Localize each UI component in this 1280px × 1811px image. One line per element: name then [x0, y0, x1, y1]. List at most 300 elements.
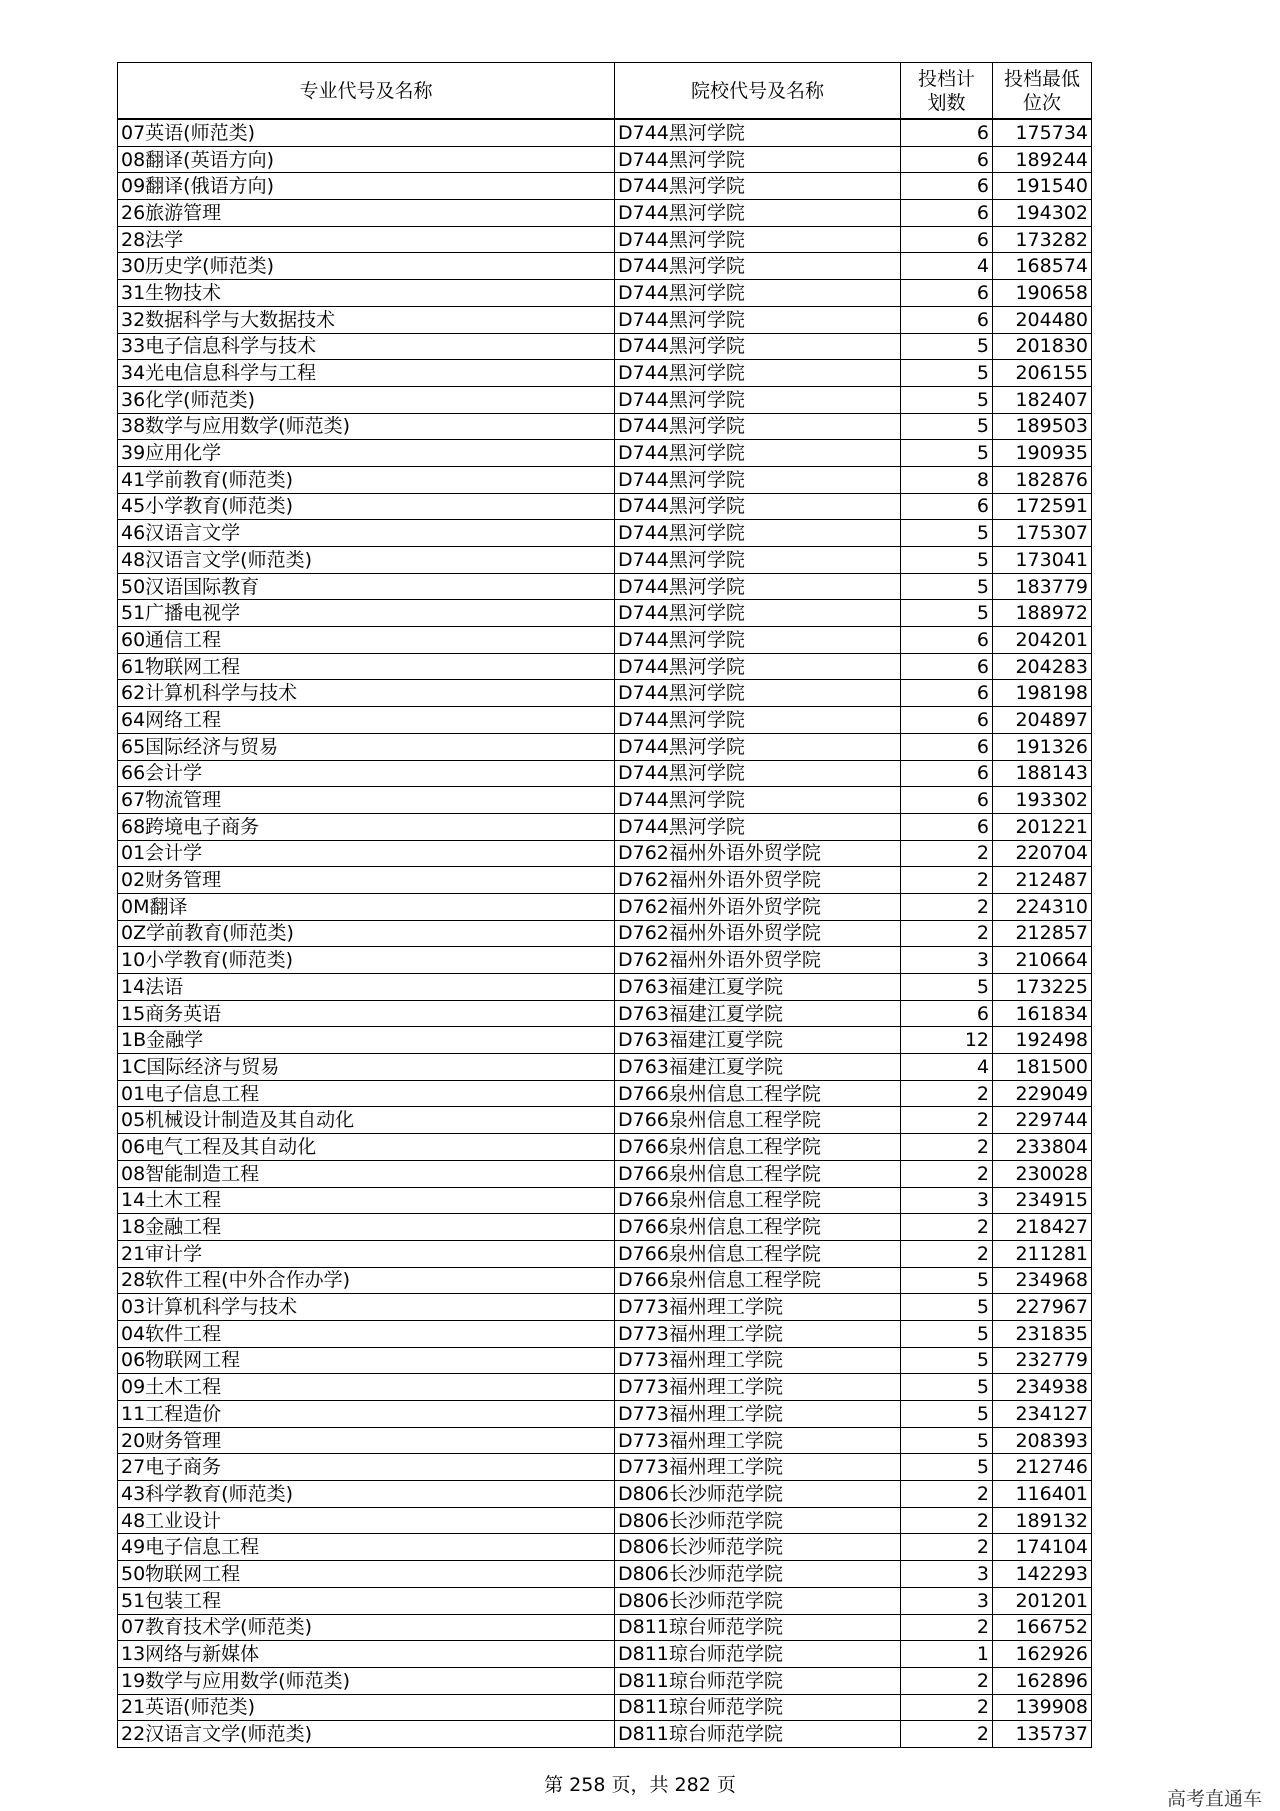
cell-min-rank: 189503 — [993, 413, 1092, 440]
table-row — [118, 947, 1092, 974]
table-row — [118, 200, 1092, 227]
cell-plan-count: 6 — [901, 493, 993, 520]
cell-min-rank: 135737 — [993, 1721, 1092, 1748]
cell-school: D773福州理工学院 — [615, 1374, 901, 1401]
cell-min-rank: 183779 — [993, 573, 1092, 600]
cell-plan-count: 2 — [901, 1507, 993, 1534]
cell-school: D811琼台师范学院 — [615, 1641, 901, 1668]
cell-min-rank: 190658 — [993, 280, 1092, 307]
cell-plan-count: 2 — [901, 1107, 993, 1134]
table-row — [118, 493, 1092, 520]
cell-plan-count: 5 — [901, 413, 993, 440]
cell-min-rank: 173225 — [993, 974, 1092, 1001]
cell-school: D744黑河学院 — [615, 787, 901, 814]
cell-school: D811琼台师范学院 — [615, 1667, 901, 1694]
cell-major: 48汉语言文学(师范类) — [118, 547, 615, 574]
cell-min-rank: 230028 — [993, 1160, 1092, 1187]
cell-major: 14法语 — [118, 974, 615, 1001]
cell-plan-count: 6 — [901, 787, 993, 814]
table-row — [118, 1294, 1092, 1321]
cell-plan-count: 5 — [901, 1427, 993, 1454]
cell-major: 10小学教育(师范类) — [118, 947, 615, 974]
cell-school: D744黑河学院 — [615, 173, 901, 200]
cell-major: 14土木工程 — [118, 1187, 615, 1214]
cell-min-rank: 231835 — [993, 1320, 1092, 1347]
cell-school: D766泉州信息工程学院 — [615, 1134, 901, 1161]
table-row — [118, 1054, 1092, 1081]
cell-school: D806长沙师范学院 — [615, 1561, 901, 1588]
cell-major: 05机械设计制造及其自动化 — [118, 1107, 615, 1134]
cell-min-rank: 116401 — [993, 1481, 1092, 1508]
cell-major: 07教育技术学(师范类) — [118, 1614, 615, 1641]
cell-min-rank: 162896 — [993, 1667, 1092, 1694]
cell-min-rank: 182876 — [993, 466, 1092, 493]
table-row — [118, 1267, 1092, 1294]
cell-major: 45小学教育(师范类) — [118, 493, 615, 520]
cell-plan-count: 5 — [901, 1401, 993, 1428]
table-row — [118, 520, 1092, 547]
cell-plan-count: 6 — [901, 280, 993, 307]
cell-min-rank: 234127 — [993, 1401, 1092, 1428]
cell-min-rank: 168574 — [993, 253, 1092, 280]
cell-min-rank: 181500 — [993, 1054, 1092, 1081]
cell-school: D744黑河学院 — [615, 146, 901, 173]
table-body — [118, 119, 1092, 1747]
table-row — [118, 1000, 1092, 1027]
cell-min-rank: 139908 — [993, 1694, 1092, 1721]
table-row — [118, 1027, 1092, 1054]
cell-major: 21英语(师范类) — [118, 1694, 615, 1721]
cell-plan-count: 2 — [901, 867, 993, 894]
table-row — [118, 333, 1092, 360]
cell-major: 08智能制造工程 — [118, 1160, 615, 1187]
cell-major: 0Z学前教育(师范类) — [118, 920, 615, 947]
cell-school: D744黑河学院 — [615, 386, 901, 413]
cell-min-rank: 188143 — [993, 760, 1092, 787]
cell-school: D744黑河学院 — [615, 306, 901, 333]
cell-major: 41学前教育(师范类) — [118, 466, 615, 493]
cell-plan-count: 5 — [901, 974, 993, 1001]
table-row — [118, 413, 1092, 440]
cell-plan-count: 2 — [901, 1080, 993, 1107]
table-row — [118, 1641, 1092, 1668]
cell-school: D766泉州信息工程学院 — [615, 1240, 901, 1267]
cell-major: 51包装工程 — [118, 1587, 615, 1614]
admission-table — [117, 62, 1092, 1748]
cell-min-rank: 173041 — [993, 547, 1092, 574]
cell-plan-count: 3 — [901, 1587, 993, 1614]
cell-major: 20财务管理 — [118, 1427, 615, 1454]
cell-major: 21审计学 — [118, 1240, 615, 1267]
cell-major: 09翻译(俄语方向) — [118, 173, 615, 200]
cell-min-rank: 189244 — [993, 146, 1092, 173]
table-row — [118, 920, 1092, 947]
cell-plan-count: 2 — [901, 1721, 993, 1748]
cell-major: 06电气工程及其自动化 — [118, 1134, 615, 1161]
cell-major: 15商务英语 — [118, 1000, 615, 1027]
cell-min-rank: 201201 — [993, 1587, 1092, 1614]
table-row — [118, 1107, 1092, 1134]
cell-major: 43科学教育(师范类) — [118, 1481, 615, 1508]
cell-plan-count: 2 — [901, 920, 993, 947]
cell-major: 1C国际经济与贸易 — [118, 1054, 615, 1081]
table-row — [118, 760, 1092, 787]
cell-min-rank: 211281 — [993, 1240, 1092, 1267]
cell-school: D773福州理工学院 — [615, 1427, 901, 1454]
cell-min-rank: 192498 — [993, 1027, 1092, 1054]
cell-school: D744黑河学院 — [615, 680, 901, 707]
cell-school: D744黑河学院 — [615, 333, 901, 360]
cell-major: 64网络工程 — [118, 707, 615, 734]
cell-school: D744黑河学院 — [615, 627, 901, 654]
cell-min-rank: 189132 — [993, 1507, 1092, 1534]
cell-min-rank: 182407 — [993, 386, 1092, 413]
cell-major: 08翻译(英语方向) — [118, 146, 615, 173]
table-row — [118, 1347, 1092, 1374]
cell-school: D763福建江夏学院 — [615, 1027, 901, 1054]
cell-min-rank: 194302 — [993, 200, 1092, 227]
table-row — [118, 867, 1092, 894]
cell-major: 13网络与新媒体 — [118, 1641, 615, 1668]
page-number: 第 258 页，共 282 页 — [544, 1774, 736, 1796]
table-row — [118, 787, 1092, 814]
cell-school: D744黑河学院 — [615, 707, 901, 734]
cell-plan-count: 2 — [901, 893, 993, 920]
cell-min-rank: 210664 — [993, 947, 1092, 974]
table-row — [118, 280, 1092, 307]
cell-min-rank: 229744 — [993, 1107, 1092, 1134]
cell-plan-count: 8 — [901, 466, 993, 493]
table-row — [118, 1534, 1092, 1561]
cell-major: 66会计学 — [118, 760, 615, 787]
table-row — [118, 386, 1092, 413]
cell-school: D773福州理工学院 — [615, 1401, 901, 1428]
cell-major: 28软件工程(中外合作办学) — [118, 1267, 615, 1294]
cell-major: 62计算机科学与技术 — [118, 680, 615, 707]
cell-school: D766泉州信息工程学院 — [615, 1080, 901, 1107]
cell-school: D762福州外语外贸学院 — [615, 920, 901, 947]
cell-plan-count: 2 — [901, 1214, 993, 1241]
table-row — [118, 1320, 1092, 1347]
cell-plan-count: 4 — [901, 1054, 993, 1081]
table-row — [118, 653, 1092, 680]
cell-plan-count: 5 — [901, 1320, 993, 1347]
cell-school: D811琼台师范学院 — [615, 1721, 901, 1748]
header-school-label: 院校代号及名称 — [690, 79, 824, 102]
cell-major: 36化学(师范类) — [118, 386, 615, 413]
cell-major: 01电子信息工程 — [118, 1080, 615, 1107]
cell-major: 27电子商务 — [118, 1454, 615, 1481]
cell-major: 48工业设计 — [118, 1507, 615, 1534]
cell-school: D806长沙师范学院 — [615, 1534, 901, 1561]
cell-min-rank: 166752 — [993, 1614, 1092, 1641]
cell-school: D773福州理工学院 — [615, 1454, 901, 1481]
cell-major: 33电子信息科学与技术 — [118, 333, 615, 360]
cell-plan-count: 2 — [901, 1694, 993, 1721]
cell-plan-count: 5 — [901, 333, 993, 360]
cell-min-rank: 227967 — [993, 1294, 1092, 1321]
cell-major: 09土木工程 — [118, 1374, 615, 1401]
cell-plan-count: 2 — [901, 1240, 993, 1267]
cell-major: 68跨境电子商务 — [118, 813, 615, 840]
cell-school: D766泉州信息工程学院 — [615, 1267, 901, 1294]
cell-major: 60通信工程 — [118, 627, 615, 654]
cell-school: D773福州理工学院 — [615, 1320, 901, 1347]
header-min-rank-label: 投档最低 位次 — [1003, 67, 1080, 114]
table-row — [118, 1454, 1092, 1481]
cell-major: 22汉语言文学(师范类) — [118, 1721, 615, 1748]
cell-min-rank: 162926 — [993, 1641, 1092, 1668]
table-row — [118, 1374, 1092, 1401]
cell-plan-count: 6 — [901, 680, 993, 707]
table-row — [118, 466, 1092, 493]
cell-major: 26旅游管理 — [118, 200, 615, 227]
cell-plan-count: 6 — [901, 627, 993, 654]
cell-plan-count: 2 — [901, 1534, 993, 1561]
cell-plan-count: 5 — [901, 1294, 993, 1321]
cell-min-rank: 208393 — [993, 1427, 1092, 1454]
cell-major: 01会计学 — [118, 840, 615, 867]
cell-plan-count: 12 — [901, 1027, 993, 1054]
cell-min-rank: 204897 — [993, 707, 1092, 734]
cell-school: D744黑河学院 — [615, 520, 901, 547]
header-major — [118, 63, 615, 120]
cell-min-rank: 234915 — [993, 1187, 1092, 1214]
cell-school: D773福州理工学院 — [615, 1347, 901, 1374]
cell-school: D762福州外语外贸学院 — [615, 893, 901, 920]
table-row — [118, 306, 1092, 333]
cell-min-rank: 193302 — [993, 787, 1092, 814]
cell-min-rank: 201830 — [993, 333, 1092, 360]
cell-min-rank: 212746 — [993, 1454, 1092, 1481]
cell-min-rank: 191540 — [993, 173, 1092, 200]
cell-major: 50物联网工程 — [118, 1561, 615, 1588]
cell-major: 39应用化学 — [118, 440, 615, 467]
cell-min-rank: 161834 — [993, 1000, 1092, 1027]
cell-major: 19数学与应用数学(师范类) — [118, 1667, 615, 1694]
table-row — [118, 1721, 1092, 1748]
cell-school: D744黑河学院 — [615, 760, 901, 787]
cell-plan-count: 5 — [901, 1347, 993, 1374]
cell-major: 67物流管理 — [118, 787, 615, 814]
header-school — [615, 63, 901, 120]
cell-school: D762福州外语外贸学院 — [615, 947, 901, 974]
cell-min-rank: 212487 — [993, 867, 1092, 894]
cell-major: 50汉语国际教育 — [118, 573, 615, 600]
cell-school: D806长沙师范学院 — [615, 1507, 901, 1534]
watermark: 高考直通车 — [1166, 1788, 1262, 1810]
cell-school: D744黑河学院 — [615, 440, 901, 467]
cell-major: 28法学 — [118, 226, 615, 253]
cell-min-rank: 191326 — [993, 733, 1092, 760]
cell-school: D763福建江夏学院 — [615, 1000, 901, 1027]
table-row — [118, 707, 1092, 734]
table-row — [118, 226, 1092, 253]
header-plan-count — [901, 63, 993, 120]
header-plan-count-label: 投档计 划数 — [917, 67, 975, 114]
cell-plan-count: 6 — [901, 226, 993, 253]
cell-plan-count: 6 — [901, 200, 993, 227]
cell-plan-count: 5 — [901, 386, 993, 413]
cell-major: 18金融工程 — [118, 1214, 615, 1241]
cell-major: 51广播电视学 — [118, 600, 615, 627]
cell-min-rank: 201221 — [993, 813, 1092, 840]
table-row — [118, 440, 1092, 467]
cell-min-rank: 224310 — [993, 893, 1092, 920]
cell-major: 06物联网工程 — [118, 1347, 615, 1374]
cell-min-rank: 198198 — [993, 680, 1092, 707]
cell-plan-count: 6 — [901, 146, 993, 173]
cell-plan-count: 6 — [901, 813, 993, 840]
cell-school: D744黑河学院 — [615, 226, 901, 253]
cell-min-rank: 206155 — [993, 360, 1092, 387]
cell-school: D766泉州信息工程学院 — [615, 1214, 901, 1241]
cell-school: D762福州外语外贸学院 — [615, 867, 901, 894]
cell-school: D744黑河学院 — [615, 280, 901, 307]
cell-school: D811琼台师范学院 — [615, 1614, 901, 1641]
table-row — [118, 1507, 1092, 1534]
cell-min-rank: 142293 — [993, 1561, 1092, 1588]
cell-plan-count: 5 — [901, 440, 993, 467]
cell-plan-count: 2 — [901, 1614, 993, 1641]
cell-school: D766泉州信息工程学院 — [615, 1187, 901, 1214]
cell-plan-count: 6 — [901, 306, 993, 333]
cell-school: D744黑河学院 — [615, 360, 901, 387]
table-row — [118, 974, 1092, 1001]
cell-plan-count: 5 — [901, 360, 993, 387]
cell-school: D806长沙师范学院 — [615, 1481, 901, 1508]
table-row — [118, 1160, 1092, 1187]
cell-min-rank: 173282 — [993, 226, 1092, 253]
cell-plan-count: 3 — [901, 947, 993, 974]
cell-major: 38数学与应用数学(师范类) — [118, 413, 615, 440]
cell-major: 32数据科学与大数据技术 — [118, 306, 615, 333]
table-row — [118, 1481, 1092, 1508]
cell-plan-count: 2 — [901, 1481, 993, 1508]
table-row — [118, 119, 1092, 146]
cell-major: 03计算机科学与技术 — [118, 1294, 615, 1321]
cell-plan-count: 5 — [901, 1374, 993, 1401]
table-row — [118, 1561, 1092, 1588]
cell-school: D744黑河学院 — [615, 466, 901, 493]
cell-major: 07英语(师范类) — [118, 119, 615, 146]
cell-plan-count: 6 — [901, 733, 993, 760]
cell-plan-count: 2 — [901, 840, 993, 867]
cell-school: D744黑河学院 — [615, 119, 901, 146]
cell-plan-count: 6 — [901, 173, 993, 200]
table-row — [118, 733, 1092, 760]
cell-major: 46汉语言文学 — [118, 520, 615, 547]
cell-plan-count: 5 — [901, 600, 993, 627]
cell-school: D744黑河学院 — [615, 253, 901, 280]
cell-school: D762福州外语外贸学院 — [615, 840, 901, 867]
cell-major: 0M翻译 — [118, 893, 615, 920]
cell-school: D744黑河学院 — [615, 733, 901, 760]
table-row — [118, 253, 1092, 280]
cell-min-rank: 174104 — [993, 1534, 1092, 1561]
table-row — [118, 360, 1092, 387]
cell-major: 02财务管理 — [118, 867, 615, 894]
cell-plan-count: 5 — [901, 1454, 993, 1481]
cell-plan-count: 3 — [901, 1561, 993, 1588]
table-row — [118, 1240, 1092, 1267]
cell-min-rank: 175307 — [993, 520, 1092, 547]
cell-major: 49电子信息工程 — [118, 1534, 615, 1561]
cell-school: D763福建江夏学院 — [615, 1054, 901, 1081]
cell-plan-count: 6 — [901, 119, 993, 146]
table-row — [118, 146, 1092, 173]
header-min-rank — [993, 63, 1092, 120]
table-header-row — [118, 63, 1092, 120]
table-row — [118, 547, 1092, 574]
header-major-label: 专业代号及名称 — [299, 79, 433, 102]
cell-min-rank: 233804 — [993, 1134, 1092, 1161]
cell-plan-count: 5 — [901, 547, 993, 574]
table-row — [118, 1080, 1092, 1107]
cell-min-rank: 175734 — [993, 119, 1092, 146]
cell-school: D744黑河学院 — [615, 493, 901, 520]
table-row — [118, 1401, 1092, 1428]
table-row — [118, 627, 1092, 654]
cell-major: 31生物技术 — [118, 280, 615, 307]
cell-school: D744黑河学院 — [615, 600, 901, 627]
table-row — [118, 1694, 1092, 1721]
cell-min-rank: 232779 — [993, 1347, 1092, 1374]
cell-plan-count: 2 — [901, 1667, 993, 1694]
table-row — [118, 893, 1092, 920]
cell-plan-count: 5 — [901, 1267, 993, 1294]
cell-school: D806长沙师范学院 — [615, 1587, 901, 1614]
cell-plan-count: 2 — [901, 1134, 993, 1161]
cell-plan-count: 6 — [901, 707, 993, 734]
cell-min-rank: 188972 — [993, 600, 1092, 627]
cell-school: D744黑河学院 — [615, 573, 901, 600]
cell-school: D744黑河学院 — [615, 813, 901, 840]
table-row — [118, 840, 1092, 867]
cell-min-rank: 234938 — [993, 1374, 1092, 1401]
cell-major: 30历史学(师范类) — [118, 253, 615, 280]
table-row — [118, 573, 1092, 600]
cell-min-rank: 190935 — [993, 440, 1092, 467]
cell-school: D744黑河学院 — [615, 547, 901, 574]
cell-min-rank: 212857 — [993, 920, 1092, 947]
table-row — [118, 173, 1092, 200]
cell-min-rank: 204283 — [993, 653, 1092, 680]
table-row — [118, 1427, 1092, 1454]
table-row — [118, 680, 1092, 707]
cell-min-rank: 204201 — [993, 627, 1092, 654]
cell-major: 1B金融学 — [118, 1027, 615, 1054]
table-row — [118, 600, 1092, 627]
cell-plan-count: 4 — [901, 253, 993, 280]
table-row — [118, 1214, 1092, 1241]
table-row — [118, 1587, 1092, 1614]
cell-min-rank: 220704 — [993, 840, 1092, 867]
cell-min-rank: 234968 — [993, 1267, 1092, 1294]
cell-plan-count: 5 — [901, 520, 993, 547]
cell-plan-count: 6 — [901, 1000, 993, 1027]
cell-major: 11工程造价 — [118, 1401, 615, 1428]
cell-school: D773福州理工学院 — [615, 1294, 901, 1321]
cell-plan-count: 1 — [901, 1641, 993, 1668]
table-row — [118, 1134, 1092, 1161]
cell-school: D763福建江夏学院 — [615, 974, 901, 1001]
cell-major: 04软件工程 — [118, 1320, 615, 1347]
cell-plan-count: 6 — [901, 653, 993, 680]
cell-major: 65国际经济与贸易 — [118, 733, 615, 760]
cell-school: D766泉州信息工程学院 — [615, 1107, 901, 1134]
cell-major: 61物联网工程 — [118, 653, 615, 680]
